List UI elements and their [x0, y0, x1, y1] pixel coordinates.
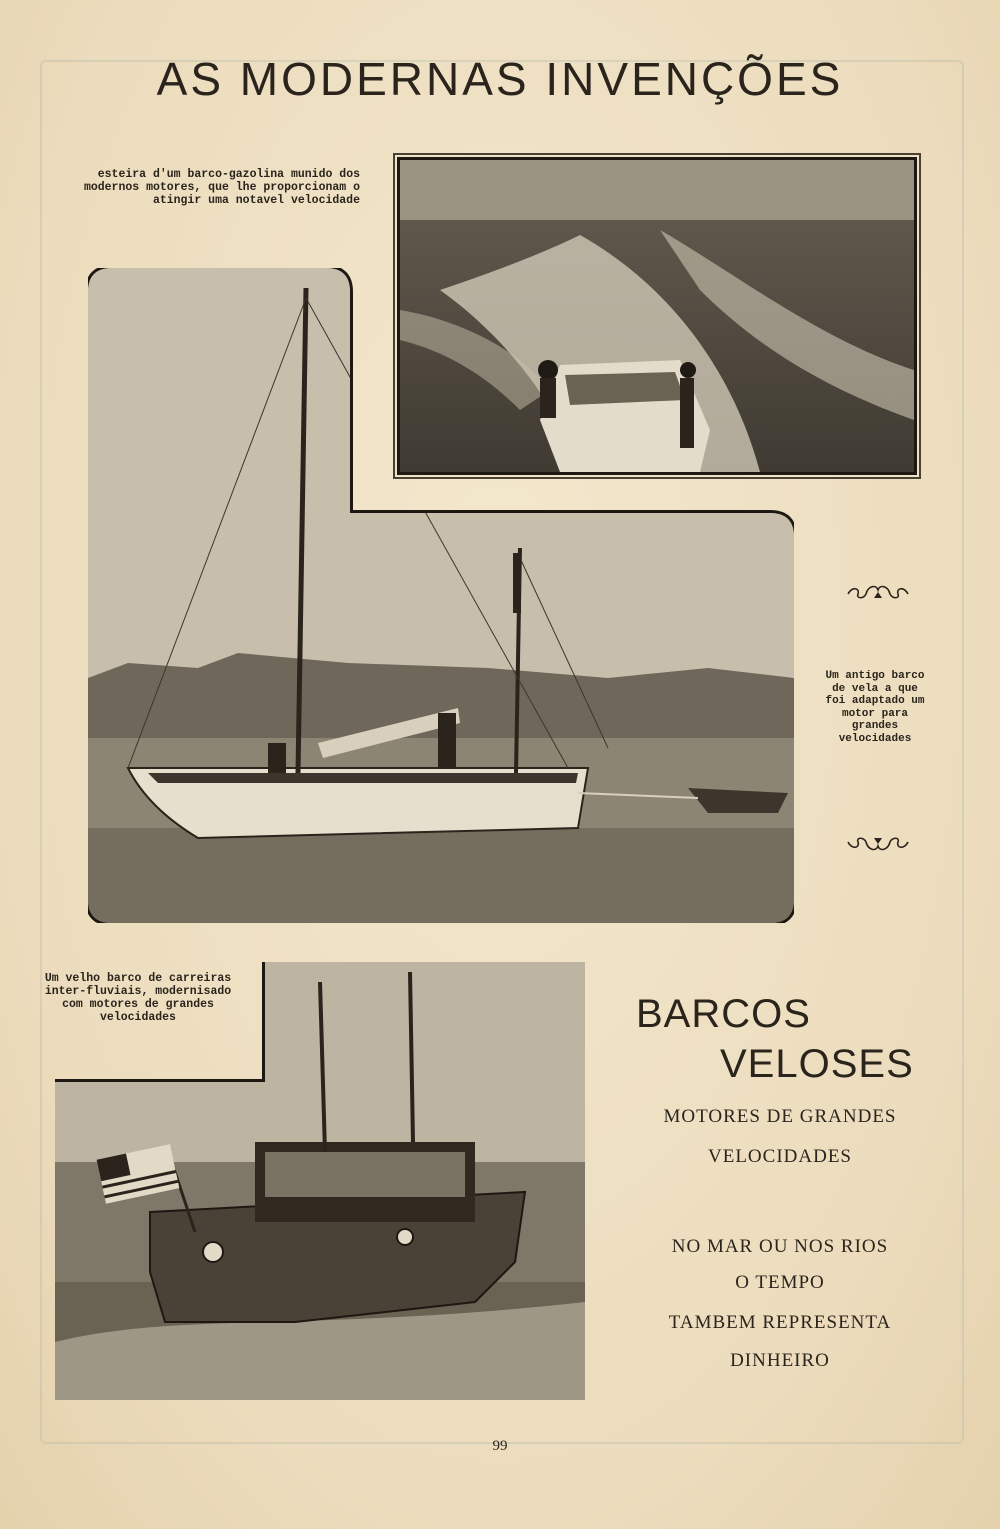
ornament-top — [844, 582, 912, 604]
subtitle-line-2: VELOCIDADES — [708, 1146, 852, 1167]
photo-sailboat-image — [88, 268, 794, 923]
subtitle-line-1: MOTORES DE GRANDES — [663, 1106, 897, 1127]
motto-line-4: DINHEIRO — [730, 1350, 830, 1371]
ornament-bottom — [844, 832, 912, 854]
page-title: AS MODERNAS INVENÇÕES — [156, 53, 844, 105]
motto-line-1: NO MAR OU NOS RIOS — [671, 1236, 889, 1257]
page-number: 99 — [492, 1438, 508, 1454]
motto-line-3: TAMBEM REPRESENTA — [668, 1312, 892, 1333]
headline-barcos: BARCOS — [636, 992, 811, 1036]
photo-motor-yacht — [55, 962, 585, 1400]
caption-sailboat: Um antigo barco de vela a que foi adaptado um motor para grandes velocidades — [825, 670, 925, 745]
caption-yacht: Um velho barco de carreiras inter-fluviais, modernisado com motores de grandes velocidades — [44, 972, 232, 1024]
photo-motor-sailboat — [88, 268, 794, 923]
headline-veloses: VELOSES — [720, 1042, 914, 1086]
caption-wake: esteira d'um barco-gazolina munido dos modernos motores, que lhe proporcionam o atingir uma notavel velocidade — [83, 168, 360, 207]
photo-yacht-image — [55, 962, 585, 1400]
motto-line-2: O TEMPO — [735, 1272, 825, 1293]
